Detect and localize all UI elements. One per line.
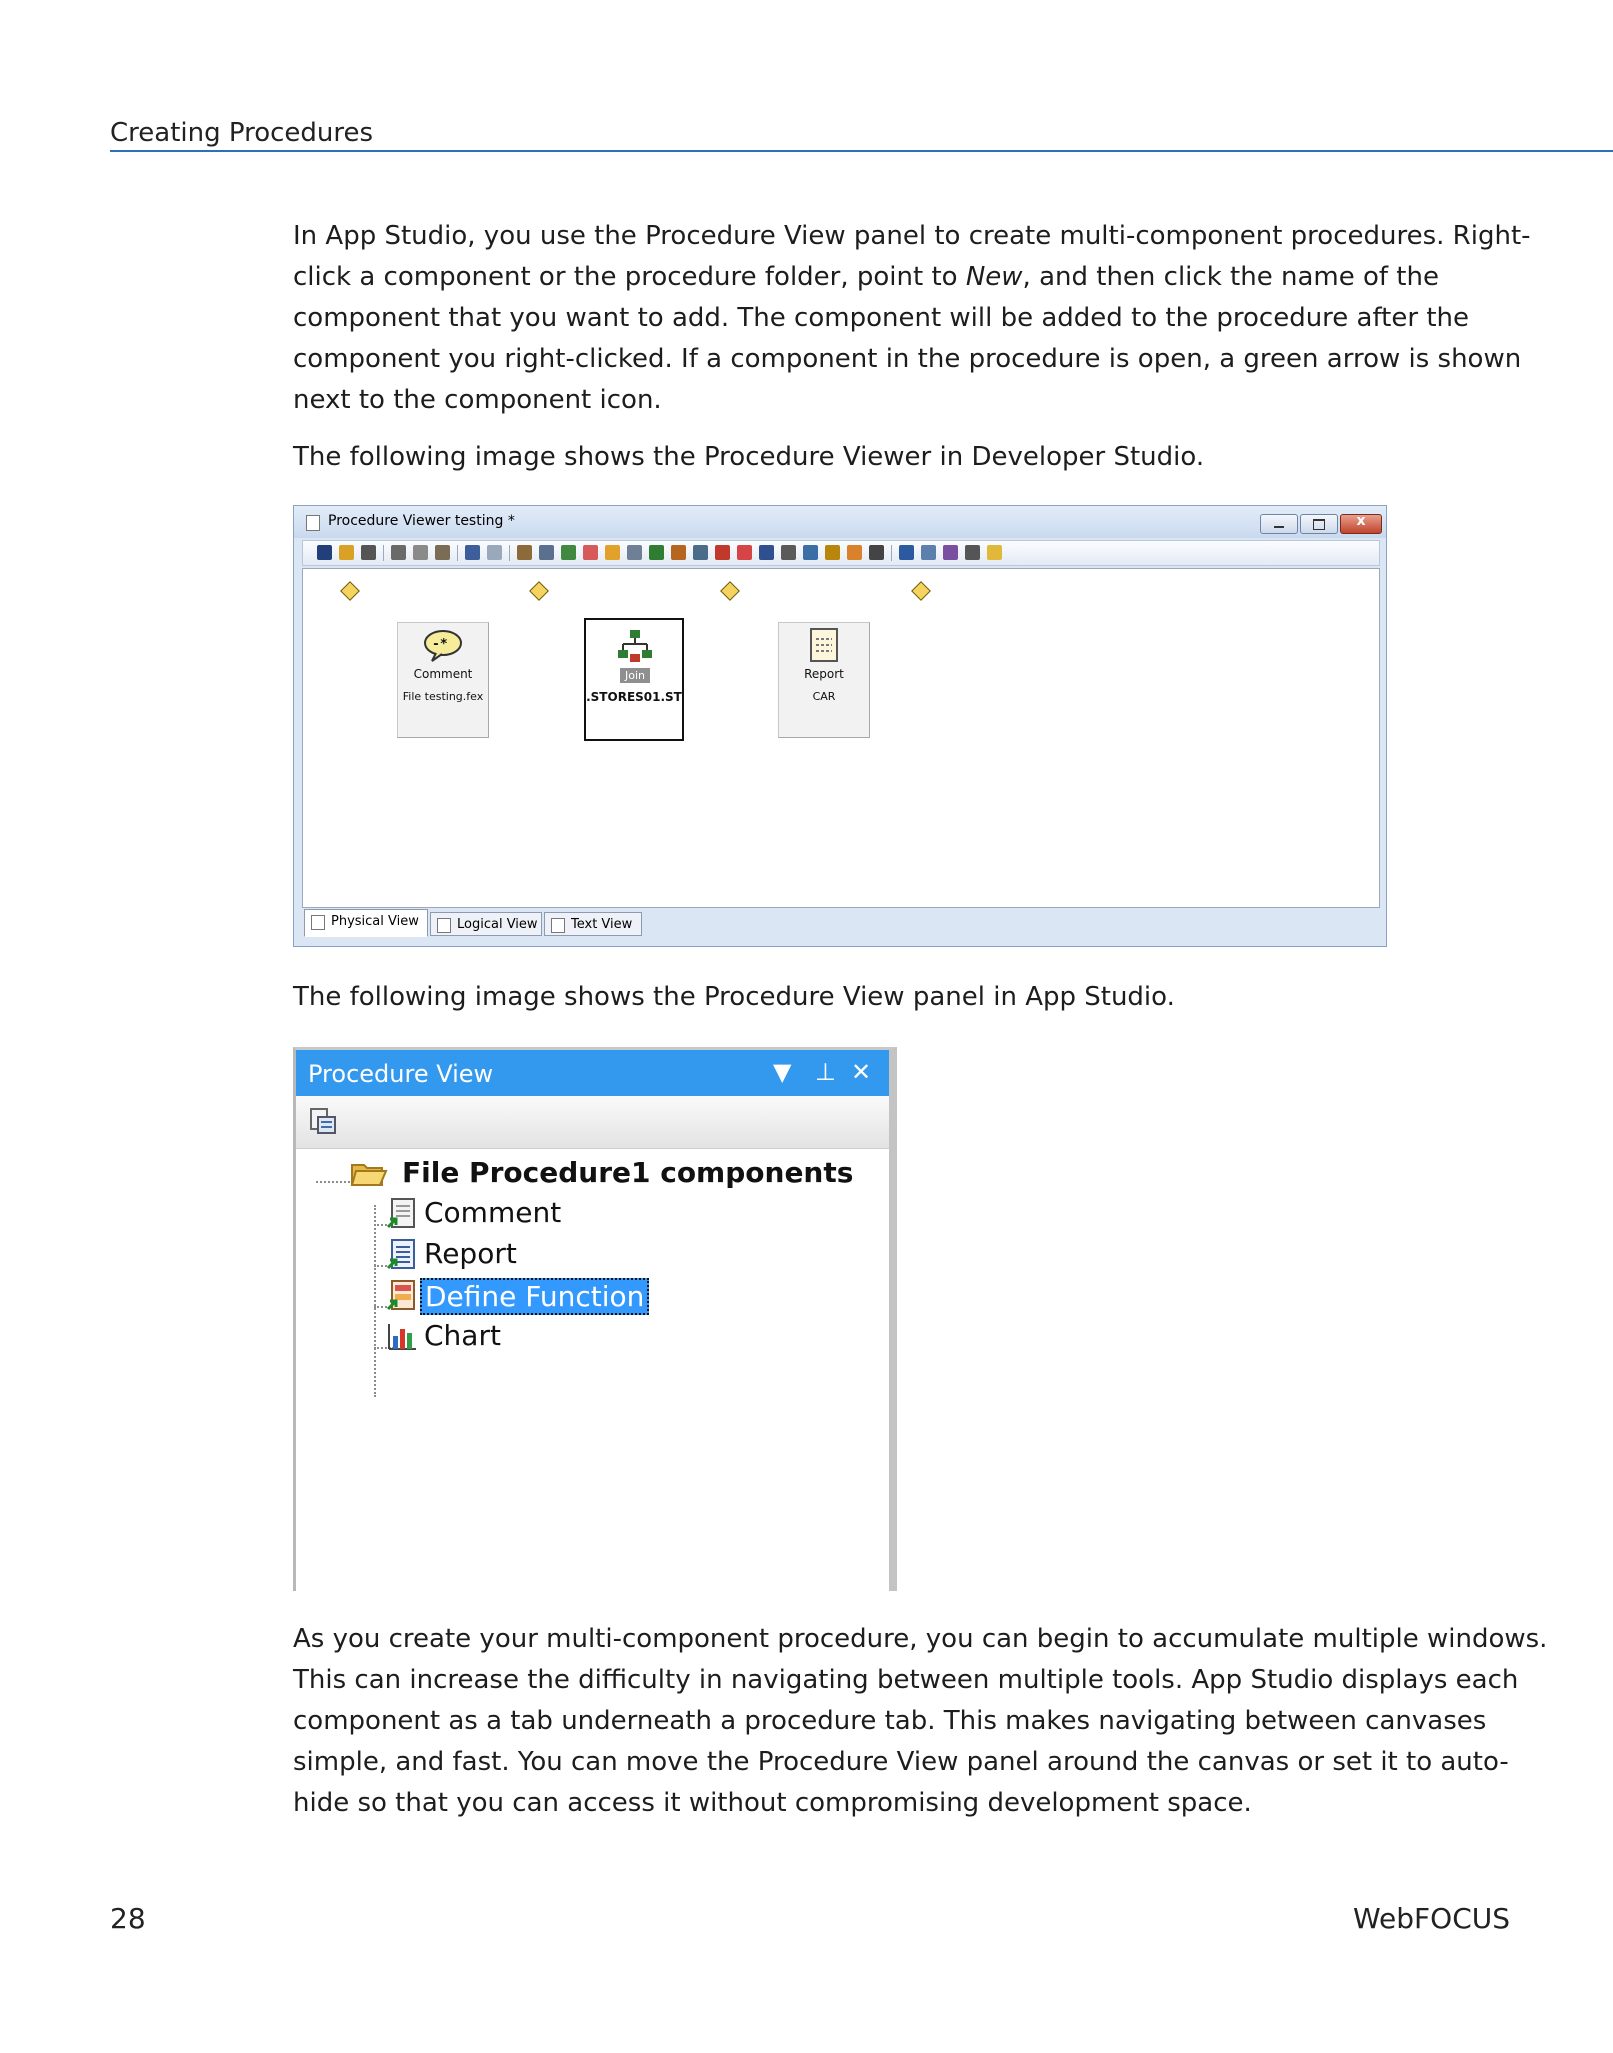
closing-line-4: simple, and fast. You can move the Procedure View panel around the canvas or set it to auto- [293,1747,1509,1777]
branch-icon[interactable] [921,545,936,560]
chart-icon[interactable] [561,545,576,560]
close-button[interactable] [1340,514,1382,534]
html-icon[interactable] [583,545,598,560]
comment-bubble-icon [422,629,464,663]
view-icon[interactable] [869,545,884,560]
tab-text-label: Text View [571,917,633,932]
tree-connector [374,1205,376,1397]
header-rule [110,150,1613,152]
procedure-view-panel [293,1047,897,1591]
minimize-button[interactable] [1260,514,1298,534]
report-document-icon [809,627,841,665]
include-icon[interactable] [737,545,752,560]
redo-icon[interactable] [487,545,502,560]
comment-node-file: File testing.fex [402,690,484,703]
procedure-toolbar [302,540,1380,566]
hierarchy-icon[interactable] [803,545,818,560]
join-node[interactable] [584,618,684,741]
physical-view-icon [311,915,325,930]
sql-report-icon[interactable] [539,545,554,560]
intro-line-1: In App Studio, you use the Procedure View panel to create multi-component procedures. Right- [293,221,1531,251]
tree-item-chart-label: Chart [424,1319,501,1352]
page-header-title: Creating Procedures [110,118,374,148]
tree-item-report-label: Report [424,1237,517,1270]
join-node-source: .STORES01.ST [586,690,682,704]
caption-app-studio [293,977,1493,1018]
tree-connector [316,1181,350,1183]
edit-icon[interactable] [715,545,730,560]
join-hierarchy-icon [616,628,654,666]
page-number: 28 [110,1902,146,1935]
open-icon[interactable] [339,545,354,560]
maximize-button[interactable] [1300,514,1338,534]
properties-icon[interactable] [308,1106,338,1136]
toolbar-separator [383,545,384,561]
comment-node-label: Comment [413,667,473,681]
paste-icon[interactable] [435,545,450,560]
panel-title: Procedure View [308,1060,494,1088]
output-icon[interactable] [965,545,980,560]
report-node[interactable] [778,622,870,738]
intro-line-5: next to the component icon. [293,385,662,415]
join-icon[interactable] [649,545,664,560]
comment-node[interactable] [397,622,489,738]
tab-physical-label: Physical View [331,914,419,929]
open-folder-icon [350,1157,388,1189]
match-icon[interactable] [671,545,686,560]
intro-line-2 [293,257,1493,298]
flow-icon[interactable] [899,545,914,560]
intro-paragraph [293,216,1531,421]
toolbar-separator [891,545,892,561]
closing-line-2: This can increase the difficulty in navigating between multiple tools. App Studio displays each [293,1665,1519,1695]
tag-icon[interactable] [943,545,958,560]
intro-line-2a: click a component or the procedure folder, point to [293,262,966,292]
panel-titlebar [296,1050,889,1096]
chart-component-icon [386,1320,418,1352]
report-component-icon [386,1238,418,1270]
window-document-icon [306,515,320,531]
tree-item-comment-label: Comment [424,1196,562,1229]
window-title: Procedure Viewer testing * [328,513,515,529]
filter-icon[interactable] [847,545,862,560]
logical-view-icon [437,918,451,933]
caption1-text: The following image shows the Procedure Viewer in Developer Studio. [293,442,1205,472]
window-titlebar [294,506,1386,538]
close-icon[interactable]: ✕ [851,1058,872,1086]
caption2-text: The following image shows the Procedure View panel in App Studio. [293,982,1175,1012]
caption-developer-studio [293,437,1493,478]
set-icon[interactable] [693,545,708,560]
help-icon[interactable] [781,545,796,560]
dropdown-icon[interactable]: ▼ [773,1058,792,1086]
toolbar-separator [509,545,510,561]
close-glyph: x [1356,513,1366,529]
toolbar-separator [457,545,458,561]
procedure-icon[interactable] [517,545,532,560]
intro-line-2b: , and then click the name of the [1022,262,1439,292]
report-node-file: CAR [812,690,836,703]
report-node-label: Report [804,667,844,681]
sql-icon[interactable] [825,545,840,560]
connector-icon[interactable] [987,545,1002,560]
procedure-canvas[interactable] [302,568,1380,908]
text-view-icon [551,918,565,933]
view-tabs [302,909,1380,941]
panel-toolbar [296,1096,889,1149]
comment-component-icon [386,1197,418,1229]
join-badge: Join [620,668,650,683]
folder-label: File Procedure1 components [402,1156,854,1189]
intro-line-3: component that you want to add. The component will be added to the procedure after the [293,303,1469,333]
tab-logical-label: Logical View [457,917,538,932]
graph-icon[interactable] [605,545,620,560]
closing-paragraph [293,1619,1548,1824]
closing-line-5: hide so that you can access it without compromising development space. [293,1788,1252,1818]
define-function-icon [386,1279,418,1311]
closing-line-3: component as a tab underneath a procedure tab. This makes navigating between canvases [293,1706,1487,1736]
copy-icon[interactable] [413,545,428,560]
footer-brand: WebFOCUS [1353,1902,1511,1935]
define-icon[interactable] [627,545,642,560]
new-emphasis: New [965,262,1023,292]
tab-text-view[interactable] [544,912,642,936]
pin-icon[interactable]: ⊥ [815,1058,836,1086]
closing-line-1: As you create your multi-component procedure, you can begin to accumulate multiple windows. [293,1624,1548,1654]
undo-icon[interactable] [465,545,480,560]
cut-icon[interactable] [391,545,406,560]
tree-item-define-function-label: Define Function [420,1278,649,1315]
svg-text:-*: -* [432,637,448,652]
intro-line-4: component you right-clicked. If a component in the procedure is open, a green arrow is shown [293,344,1522,374]
print-icon[interactable] [361,545,376,560]
tab-logical-view[interactable] [430,912,542,936]
tab-physical-view[interactable] [304,909,428,937]
save-icon[interactable] [317,545,332,560]
execute-icon[interactable] [759,545,774,560]
